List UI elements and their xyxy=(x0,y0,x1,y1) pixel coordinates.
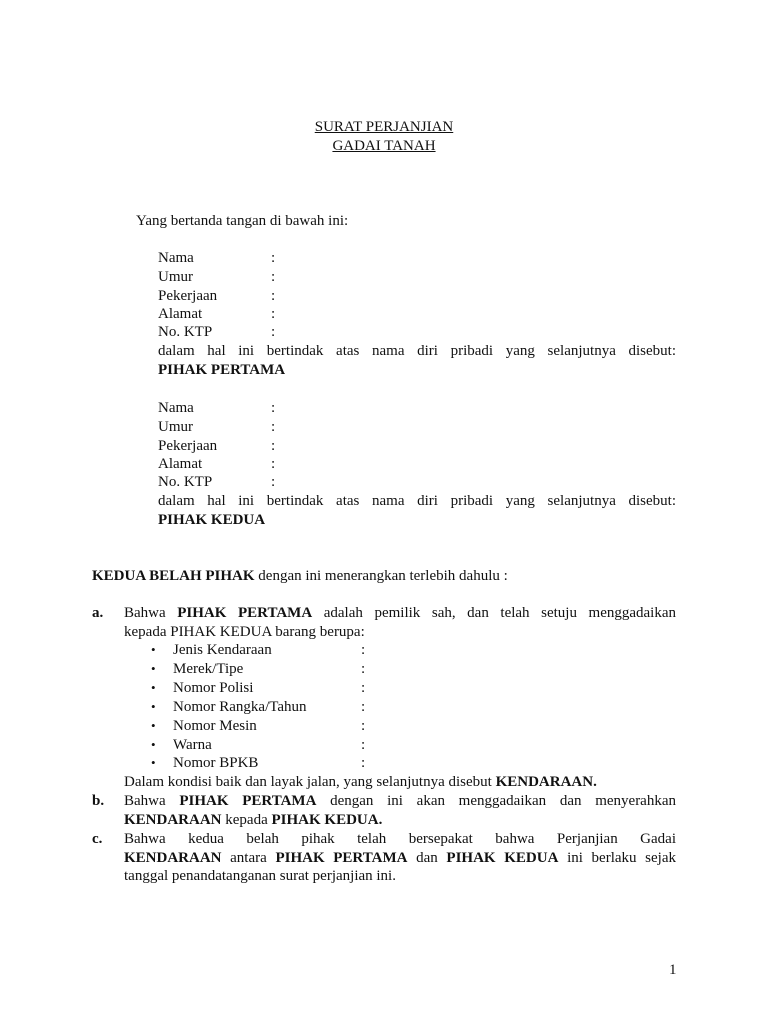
bullet-icon: • xyxy=(151,737,156,752)
party1-field-separator: : xyxy=(271,288,276,304)
clause-c-line3: tanggal penandatanganan surat perjanjian ini. xyxy=(124,868,396,884)
clause-b-text: dengan ini akan menggadaikan dan menyerahkan xyxy=(316,793,676,809)
clause-a-marker: a. xyxy=(92,605,104,621)
party1-field-separator: : xyxy=(271,324,276,340)
party1-field-separator: : xyxy=(271,269,276,285)
party2-field-label: No. KTP xyxy=(158,474,213,490)
bullet-icon: • xyxy=(151,661,156,676)
party2-field-separator: : xyxy=(271,474,276,490)
party1-field-label: Pekerjaan xyxy=(158,288,218,304)
preamble-text: dengan ini menerangkan terlebih dahulu : xyxy=(254,568,508,584)
clause-b-bold: KENDARAAN xyxy=(124,812,222,828)
party2-field-separator: : xyxy=(271,400,276,416)
clause-b-line2 xyxy=(124,811,382,830)
vehicle-item-label: Nomor Mesin xyxy=(173,718,257,734)
party2-field-separator: : xyxy=(271,419,276,435)
vehicle-item-separator: : xyxy=(361,755,366,771)
vehicle-item-separator: : xyxy=(361,737,366,753)
party2-designation xyxy=(158,511,265,530)
bullet-icon: • xyxy=(151,755,156,770)
clause-c-line1: Bahwa kedua belah pihak telah bersepakat bahwa Perjanjian Gadai xyxy=(124,831,676,847)
party1-statement: dalam hal ini bertindak atas nama diri pribadi yang selanjutnya disebut: xyxy=(158,343,676,359)
vehicle-item-label: Jenis Kendaraan xyxy=(173,642,272,658)
vehicle-item-separator: : xyxy=(361,661,366,677)
party2-field-label: Umur xyxy=(158,419,193,435)
clause-c-bold: PIHAK KEDUA xyxy=(446,850,559,866)
vehicle-item-separator: : xyxy=(361,680,366,696)
clause-c-marker: c. xyxy=(92,831,103,847)
clause-b-marker: b. xyxy=(92,793,105,809)
preamble xyxy=(92,567,508,586)
clause-a-text: Bahwa xyxy=(124,605,178,621)
vehicle-item-label: Nomor Polisi xyxy=(173,680,254,696)
vehicle-item-label: Warna xyxy=(173,737,212,753)
preamble-bold: KEDUA BELAH PIHAK xyxy=(92,568,255,584)
vehicle-item-separator: : xyxy=(361,718,366,734)
party1-designation-text: PIHAK PERTAMA xyxy=(158,362,286,378)
clause-c-text: dan xyxy=(407,850,447,866)
clause-a-closing-text: Dalam kondisi baik dan layak jalan, yang selanjutnya disebut xyxy=(124,774,496,790)
clause-c-text: antara xyxy=(221,850,276,866)
vehicle-item-label: Merek/Tipe xyxy=(173,661,244,677)
vehicle-item-label: Nomor Rangka/Tahun xyxy=(173,699,307,715)
clause-b-text: Bahwa xyxy=(124,793,180,809)
party2-field-label: Pekerjaan xyxy=(158,438,218,454)
party1-field-label: Umur xyxy=(158,269,193,285)
party2-field-label: Alamat xyxy=(158,456,203,472)
vehicle-item-label: Nomor BPKB xyxy=(173,755,259,771)
party1-field-separator: : xyxy=(271,250,276,266)
party1-field-separator: : xyxy=(271,306,276,322)
clause-b-line1 xyxy=(124,792,676,811)
clause-a-closing xyxy=(124,773,597,792)
party1-field-label: Nama xyxy=(158,250,194,266)
party2-field-separator: : xyxy=(271,456,276,472)
bullet-icon: • xyxy=(151,642,156,657)
intro-text: Yang bertanda tangan di bawah ini: xyxy=(136,213,349,229)
party1-field-label: Alamat xyxy=(158,306,203,322)
vehicle-item-separator: : xyxy=(361,699,366,715)
clause-c-text: ini berlaku sejak xyxy=(558,850,677,866)
clause-c-bold: PIHAK PERTAMA xyxy=(275,850,408,866)
bullet-icon: • xyxy=(151,699,156,714)
clause-a-text: adalah pemilik sah, dan telah setuju menggadaikan xyxy=(312,605,676,621)
clause-c-bold: KENDARAAN xyxy=(124,850,222,866)
party2-field-label: Nama xyxy=(158,400,194,416)
party2-field-separator: : xyxy=(271,438,276,454)
party1-field-label: No. KTP xyxy=(158,324,213,340)
party2-designation-text: PIHAK KEDUA xyxy=(158,512,266,528)
bullet-icon: • xyxy=(151,680,156,695)
clause-b-text: kepada xyxy=(221,812,272,828)
document-title-line2: GADAI TANAH xyxy=(332,138,436,154)
bullet-icon: • xyxy=(151,718,156,733)
clause-b-bold: PIHAK PERTAMA xyxy=(179,793,317,809)
party1-designation xyxy=(158,361,285,380)
clause-a-line2: kepada PIHAK KEDUA barang berupa: xyxy=(124,624,365,640)
clause-a-line1 xyxy=(124,604,676,623)
page-number: 1 xyxy=(669,962,677,978)
document-title-line1: SURAT PERJANJIAN xyxy=(314,119,454,135)
party2-statement: dalam hal ini bertindak atas nama diri pribadi yang selanjutnya disebut: xyxy=(158,493,676,509)
clause-a-closing-bold: KENDARAAN. xyxy=(495,774,597,790)
clause-b-bold: PIHAK KEDUA. xyxy=(271,812,383,828)
clause-a-bold: PIHAK PERTAMA xyxy=(177,605,313,621)
clause-c-line2 xyxy=(124,849,676,868)
vehicle-item-separator: : xyxy=(361,642,366,658)
